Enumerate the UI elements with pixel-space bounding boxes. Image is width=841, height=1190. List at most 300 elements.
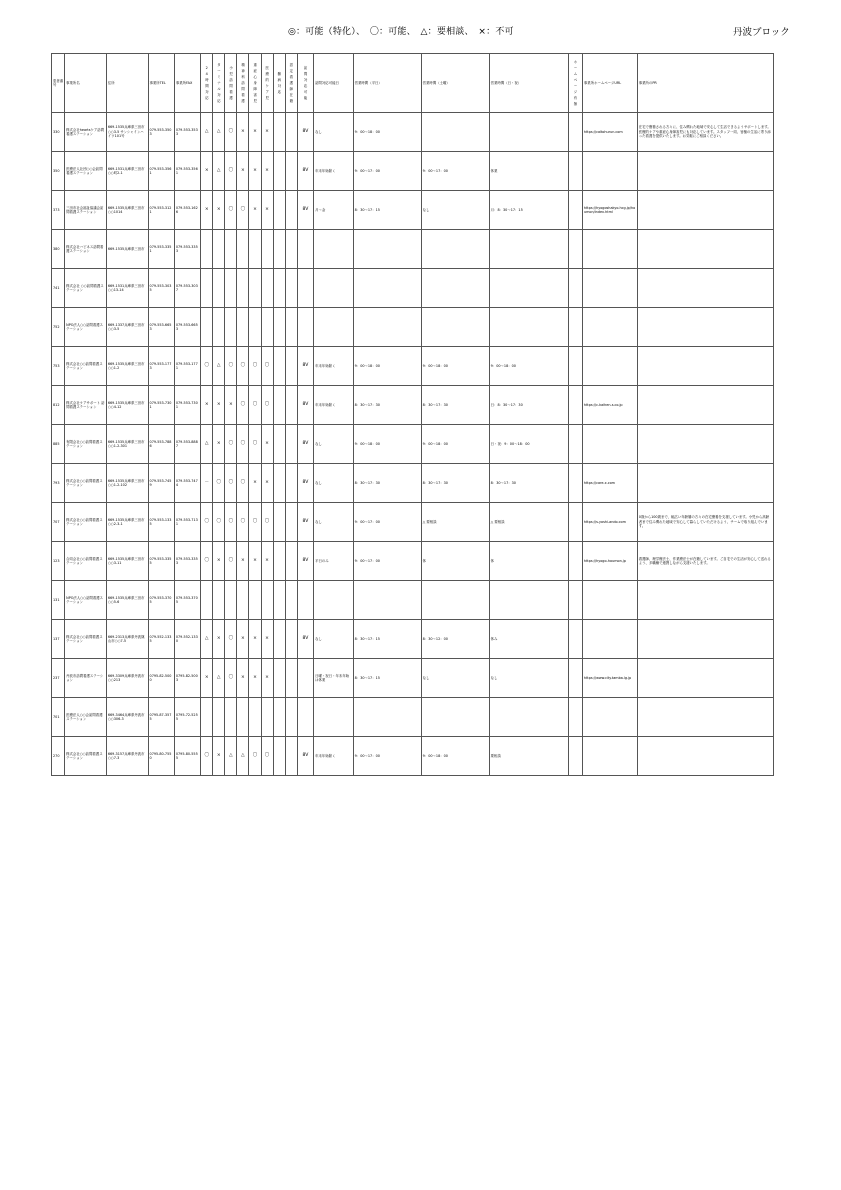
station-tel: 0795-80-7550: [148, 737, 174, 776]
station-pr: 看護師、理学療法士、作業療法士が在籍しています。ご自宅での生活が安心して送れるよう、多職種で連携しながら支援いたします。: [637, 542, 773, 581]
hours-weekday: [353, 308, 421, 347]
station-tel: 079-553-1773: [148, 347, 174, 386]
row-number: 752: [52, 308, 65, 347]
availability-mark: ×: [261, 425, 273, 464]
hours-weekday: 9：00〜17：00: [353, 542, 421, 581]
hours-sunday: なし: [489, 659, 568, 698]
homepage-url: https://caltohurun.com: [582, 113, 637, 152]
availability-mark: [285, 308, 297, 347]
closed-days: なし: [314, 464, 354, 503]
homepage-url: [582, 620, 637, 659]
column-header: 訪問対応可能日: [314, 54, 354, 113]
homepage-url: [582, 698, 637, 737]
availability-mark: [285, 737, 297, 776]
availability-mark: [285, 503, 297, 542]
station-name: 医療法人○○会訪問看護ステーション: [65, 698, 107, 737]
availability-mark: ×: [261, 113, 273, 152]
availability-mark: 〇: [261, 386, 273, 425]
availability-mark: [285, 113, 297, 152]
station-name: 株式会社 ○○訪問看護ステーション: [65, 269, 107, 308]
hours-saturday: [421, 308, 489, 347]
row-number: 350: [52, 152, 65, 191]
availability-mark: 〇: [201, 737, 213, 776]
availability-mark: △: [213, 659, 225, 698]
visit-code: 8V: [297, 737, 313, 776]
table-row: [52, 269, 774, 308]
station-address: 669-1535兵庫県三田市○○3-5 サンシャインハイツ101号: [106, 113, 148, 152]
table-row: [52, 464, 774, 503]
visit-code: [297, 698, 313, 737]
station-fax: 079-553-1626: [174, 191, 200, 230]
availability-mark: [225, 269, 237, 308]
station-name: 株式会社○○訪問看護ステーション: [65, 464, 107, 503]
station-pr: [637, 659, 773, 698]
closed-days: なし: [314, 113, 354, 152]
table-row: [52, 347, 774, 386]
station-address: 669-3309兵庫県丹波市○○213: [106, 659, 148, 698]
availability-mark: [285, 230, 297, 269]
homepage-url: https://hyogoshakyo.hcg.jp/houmon/index.html: [582, 191, 637, 230]
station-tel: 079-553-3351: [148, 230, 174, 269]
hours-sunday: 日・祝：9：00〜18：00: [489, 425, 568, 464]
station-pr: [637, 620, 773, 659]
column-header: [568, 54, 582, 113]
station-fax: 079-552-1330: [174, 620, 200, 659]
station-name: 株式会社ケアサポート 訪問看護ステーション: [65, 386, 107, 425]
availability-mark: [273, 503, 285, 542]
availability-mark: [249, 230, 261, 269]
station-address: 669-1535兵庫県三田市○○1-2: [106, 347, 148, 386]
station-tel: 079-553-3121: [148, 191, 174, 230]
station-pr: [637, 737, 773, 776]
availability-mark: ×: [261, 152, 273, 191]
availability-mark: △: [213, 347, 225, 386]
station-fax: 079-553-7301: [174, 386, 200, 425]
column-header: [297, 54, 313, 113]
column-header: [225, 54, 237, 113]
table-row: [52, 386, 774, 425]
station-name: NPO法人○○訪問看護ステーション: [65, 308, 107, 347]
visit-code: 8V: [297, 620, 313, 659]
availability-mark: [273, 425, 285, 464]
hours-saturday: [421, 269, 489, 308]
station-fax: 079-553-6653: [174, 308, 200, 347]
visit-code: [297, 308, 313, 347]
homepage-flag: [568, 698, 582, 737]
station-tel: 0795-82-5000: [148, 659, 174, 698]
row-number: 131: [52, 581, 65, 620]
availability-mark: [237, 230, 249, 269]
station-address: 669-1531兵庫県三田市○○13-14: [106, 269, 148, 308]
column-header: [249, 54, 261, 113]
availability-mark: [285, 386, 297, 425]
row-number: 380: [52, 230, 65, 269]
availability-mark: [285, 659, 297, 698]
availability-mark: [285, 698, 297, 737]
hours-weekday: 9：00〜17：00: [353, 737, 421, 776]
column-header: [201, 54, 213, 113]
closed-days: 年末年始除く: [314, 737, 354, 776]
availability-mark: [237, 269, 249, 308]
availability-mark: ×: [249, 464, 261, 503]
visit-code: [297, 230, 313, 269]
availability-mark: [237, 698, 249, 737]
hours-sunday: 休み: [489, 620, 568, 659]
availability-mark: [261, 230, 273, 269]
homepage-url: [582, 230, 637, 269]
homepage-flag: [568, 737, 582, 776]
hours-sunday: [489, 269, 568, 308]
hours-saturday: 休: [421, 542, 489, 581]
station-address: 669-1535兵庫県三田市○○1-2-102: [106, 464, 148, 503]
row-number: 741: [52, 269, 65, 308]
hours-weekday: 9：00〜17：00: [353, 152, 421, 191]
homepage-url: https://hyogo-houmon.jp: [582, 542, 637, 581]
availability-mark: [249, 269, 261, 308]
station-tel: 079-552-1335: [148, 620, 174, 659]
hours-weekday: [353, 698, 421, 737]
availability-mark: ×: [249, 542, 261, 581]
column-header-label: 小児訪問看護: [229, 66, 233, 100]
station-tel: 079-553-3705: [148, 581, 174, 620]
closed-days: [314, 269, 354, 308]
hours-weekday: [353, 230, 421, 269]
availability-mark: ×: [261, 542, 273, 581]
hours-weekday: [353, 581, 421, 620]
station-table: [51, 53, 774, 776]
availability-mark: [213, 581, 225, 620]
hours-weekday: 8：30〜17：30: [353, 386, 421, 425]
column-header: [273, 54, 285, 113]
row-number: 753: [52, 347, 65, 386]
visit-code: 8V: [297, 464, 313, 503]
availability-mark: ×: [237, 542, 249, 581]
availability-mark: 〇: [249, 347, 261, 386]
column-header: 事業所のPR: [637, 54, 773, 113]
station-fax: 0795-72-5255: [174, 698, 200, 737]
homepage-url: [582, 152, 637, 191]
column-header: 患者番号: [52, 54, 65, 113]
hours-sunday: 8：30〜17：30: [489, 464, 568, 503]
column-header: 事業所名: [65, 54, 107, 113]
availability-mark: 〇: [237, 191, 249, 230]
availability-mark: 〇: [225, 503, 237, 542]
station-address: 669-3157兵庫県丹波市○○7-3: [106, 737, 148, 776]
availability-mark: [273, 230, 285, 269]
availability-mark: ×: [261, 659, 273, 698]
column-header-label: 精神科訪問看護: [241, 63, 245, 103]
station-fax: 079-553-1771: [174, 347, 200, 386]
hours-weekday: 9：00〜18：00: [353, 347, 421, 386]
availability-mark: [285, 269, 297, 308]
station-pr: [637, 386, 773, 425]
column-header: [213, 54, 225, 113]
hours-saturday: 9：00〜18：00: [421, 737, 489, 776]
column-header: 営業時間（平日）: [353, 54, 421, 113]
hours-sunday: [489, 698, 568, 737]
table-row: [52, 620, 774, 659]
visit-code: 8V: [297, 542, 313, 581]
station-tel: 079-553-1335: [148, 503, 174, 542]
availability-mark: ×: [201, 152, 213, 191]
row-number: 373: [52, 191, 65, 230]
table-row: [52, 113, 774, 152]
homepage-url: [582, 737, 637, 776]
column-header: [237, 54, 249, 113]
availability-mark: 〇: [261, 737, 273, 776]
row-number: 885: [52, 425, 65, 464]
availability-mark: 〇: [261, 503, 273, 542]
homepage-flag: [568, 308, 582, 347]
availability-mark: 〇: [249, 503, 261, 542]
column-header: [285, 54, 297, 113]
availability-mark: [225, 230, 237, 269]
closed-days: なし: [314, 503, 354, 542]
hours-sunday: 日：8：30〜17：30: [489, 386, 568, 425]
homepage-flag: [568, 191, 582, 230]
station-name: 株式会社○○訪問看護ステーション: [65, 347, 107, 386]
hours-sunday: [489, 113, 568, 152]
homepage-flag: [568, 269, 582, 308]
hours-sunday: 月：8：30〜17：15: [489, 191, 568, 230]
availability-mark: [201, 698, 213, 737]
availability-mark: ×: [249, 659, 261, 698]
homepage-flag: [568, 620, 582, 659]
availability-mark: [249, 581, 261, 620]
availability-mark: 〇: [225, 425, 237, 464]
availability-mark: 〇: [225, 620, 237, 659]
availability-mark: ×: [213, 191, 225, 230]
column-header-label: 24時間対応: [205, 66, 209, 100]
station-name: 有限会社○○訪問看護ステーション: [65, 425, 107, 464]
availability-mark: [225, 698, 237, 737]
hours-sunday: [489, 230, 568, 269]
homepage-flag: [568, 386, 582, 425]
homepage-flag: [568, 230, 582, 269]
availability-mark: [213, 308, 225, 347]
availability-mark: 〇: [213, 503, 225, 542]
availability-mark: ×: [213, 425, 225, 464]
availability-mark: 〇: [225, 659, 237, 698]
hours-sunday: 要相談: [489, 737, 568, 776]
station-fax: 079-553-7474: [174, 464, 200, 503]
station-name: 株式会社○○訪問看護ステーション: [65, 737, 107, 776]
availability-mark: [285, 191, 297, 230]
station-address: 669-1337兵庫県三田市○○3-5: [106, 308, 148, 347]
column-header-label: ターミナル対応: [217, 63, 221, 103]
homepage-url: [582, 269, 637, 308]
hours-weekday: [353, 269, 421, 308]
availability-mark: 〇: [225, 347, 237, 386]
availability-mark: [261, 698, 273, 737]
availability-mark: ×: [261, 191, 273, 230]
station-address: 669-1535兵庫県三田市○○3-11: [106, 542, 148, 581]
availability-mark: [213, 230, 225, 269]
homepage-url: [582, 308, 637, 347]
availability-mark: ×: [249, 191, 261, 230]
availability-mark: ×: [225, 386, 237, 425]
availability-mark: ×: [249, 152, 261, 191]
row-number: 270: [52, 737, 65, 776]
availability-mark: ×: [213, 542, 225, 581]
block-title: 丹波ブロック: [733, 27, 790, 38]
station-pr: [637, 269, 773, 308]
availability-mark: 〇: [201, 503, 213, 542]
station-name: 株式会社ハピネス訪問看護ステーション: [65, 230, 107, 269]
station-address: 669-1535兵庫県三田市○○1-2-301: [106, 425, 148, 464]
availability-mark: 〇: [249, 737, 261, 776]
availability-mark: [201, 230, 213, 269]
table-row: [52, 152, 774, 191]
station-tel: 079-553-3503: [148, 113, 174, 152]
availability-mark: ×: [213, 386, 225, 425]
homepage-url: [582, 581, 637, 620]
hours-saturday: なし: [421, 191, 489, 230]
station-fax: 079-553-3705: [174, 581, 200, 620]
availability-mark: [285, 620, 297, 659]
hours-weekday: 8：30〜17：15: [353, 659, 421, 698]
homepage-url: [582, 347, 637, 386]
row-number: 701: [52, 698, 65, 737]
homepage-flag: [568, 425, 582, 464]
availability-mark: [273, 620, 285, 659]
availability-mark: ×: [237, 659, 249, 698]
hours-sunday: △ 要相談: [489, 503, 568, 542]
homepage-flag: [568, 659, 582, 698]
station-tel: 0795-87-3575: [148, 698, 174, 737]
availability-mark: ×: [201, 386, 213, 425]
header-row: [52, 54, 774, 113]
row-number: 793: [52, 464, 65, 503]
availability-mark: [285, 464, 297, 503]
station-pr: [637, 347, 773, 386]
availability-mark: 〇: [213, 464, 225, 503]
closed-days: なし: [314, 425, 354, 464]
closed-days: 月〜金: [314, 191, 354, 230]
hours-saturday: [421, 230, 489, 269]
homepage-flag: [568, 113, 582, 152]
availability-mark: 〇: [225, 542, 237, 581]
homepage-url: https://s-yoshi-ando.com: [582, 503, 637, 542]
availability-mark: [261, 581, 273, 620]
availability-mark: 〇: [249, 425, 261, 464]
row-number: 707: [52, 503, 65, 542]
availability-mark: 〇: [237, 347, 249, 386]
availability-mark: ×: [249, 620, 261, 659]
availability-mark: 〇: [237, 425, 249, 464]
station-pr: [637, 230, 773, 269]
station-address: 669-3464兵庫県丹波市○○306-3: [106, 698, 148, 737]
hours-saturday: [421, 113, 489, 152]
visit-code: 8V: [297, 425, 313, 464]
availability-mark: ×: [261, 620, 273, 659]
availability-mark: －: [201, 464, 213, 503]
availability-mark: 〇: [249, 386, 261, 425]
availability-mark: 〇: [237, 386, 249, 425]
hours-saturday: [421, 698, 489, 737]
availability-mark: [201, 269, 213, 308]
station-fax: 079-553-7131: [174, 503, 200, 542]
hours-weekday: 9：00〜17：00: [353, 503, 421, 542]
column-header-label: 医療的ケア児: [265, 66, 269, 100]
station-pr: [637, 698, 773, 737]
availability-mark: 〇: [261, 347, 273, 386]
availability-mark: 〇: [237, 464, 249, 503]
station-pr: [637, 425, 773, 464]
row-number: 237: [52, 659, 65, 698]
availability-mark: [273, 269, 285, 308]
column-header: 事業所FAX: [174, 54, 200, 113]
availability-mark: [225, 581, 237, 620]
homepage-url: [582, 425, 637, 464]
availability-mark: ×: [213, 737, 225, 776]
station-fax: 079-553-3561: [174, 152, 200, 191]
column-header: 事業所ホームページURL: [582, 54, 637, 113]
station-fax: 079-553-8887: [174, 425, 200, 464]
closed-days: 年末年始除く: [314, 152, 354, 191]
availability-mark: [273, 542, 285, 581]
column-header: 営業時間（土曜）: [421, 54, 489, 113]
station-tel: 079-553-3561: [148, 152, 174, 191]
station-pr: 0歳から100歳まで、幅広い年齢層の方々の在宅療養を支援しています。小児から高齢者まで住み慣れた地域で安心して暮らしていただけるよう、チームで取り組んでいます。: [637, 503, 773, 542]
station-name: NPO法人○○訪問看護ステーション: [65, 581, 107, 620]
station-name: 三田市社会福祉協議会訪問看護ステーション: [65, 191, 107, 230]
hours-saturday: 9：00〜17：00: [421, 152, 489, 191]
visit-code: 8V: [297, 113, 313, 152]
availability-mark: [285, 542, 297, 581]
closed-days: [314, 308, 354, 347]
station-name: 丹波市訪問看護ステーション: [65, 659, 107, 698]
availability-mark: 〇: [225, 464, 237, 503]
column-header: 営業時間（日・祝）: [489, 54, 568, 113]
station-pr: [637, 308, 773, 347]
hours-weekday: 9：00〜18：00: [353, 425, 421, 464]
column-header-label: 認定看護師在籍: [289, 63, 294, 103]
homepage-url: https://c-kaihen-s.co.jp: [582, 386, 637, 425]
availability-mark: [237, 581, 249, 620]
visit-code: [297, 581, 313, 620]
availability-mark: [285, 152, 297, 191]
station-pr: [637, 152, 773, 191]
availability-mark: [249, 698, 261, 737]
availability-mark: 〇: [201, 542, 213, 581]
availability-mark: 〇: [237, 503, 249, 542]
table-row: [52, 659, 774, 698]
homepage-flag: [568, 542, 582, 581]
availability-mark: 〇: [225, 191, 237, 230]
visit-code: 8V: [297, 386, 313, 425]
station-tel: 079-553-3355: [148, 542, 174, 581]
station-address: 669-1535兵庫県三田市: [106, 230, 148, 269]
availability-mark: ×: [201, 191, 213, 230]
station-fax: 079-553-3037: [174, 269, 200, 308]
availability-mark: [273, 386, 285, 425]
availability-mark: [273, 737, 285, 776]
station-fax: 0795-80-5555: [174, 737, 200, 776]
column-header: [261, 54, 273, 113]
homepage-url: https://care-x.com: [582, 464, 637, 503]
station-name: 合同会社○○訪問看護ステーション: [65, 542, 107, 581]
station-tel: 079-553-7459: [148, 464, 174, 503]
station-fax: 079-553-3353: [174, 230, 200, 269]
closed-days: [314, 581, 354, 620]
closed-days: [314, 698, 354, 737]
column-header-label: ホームページ有無: [573, 60, 578, 106]
visit-code: [297, 269, 313, 308]
visit-code: 8V: [297, 191, 313, 230]
availability-mark: [237, 308, 249, 347]
station-pr: [637, 191, 773, 230]
